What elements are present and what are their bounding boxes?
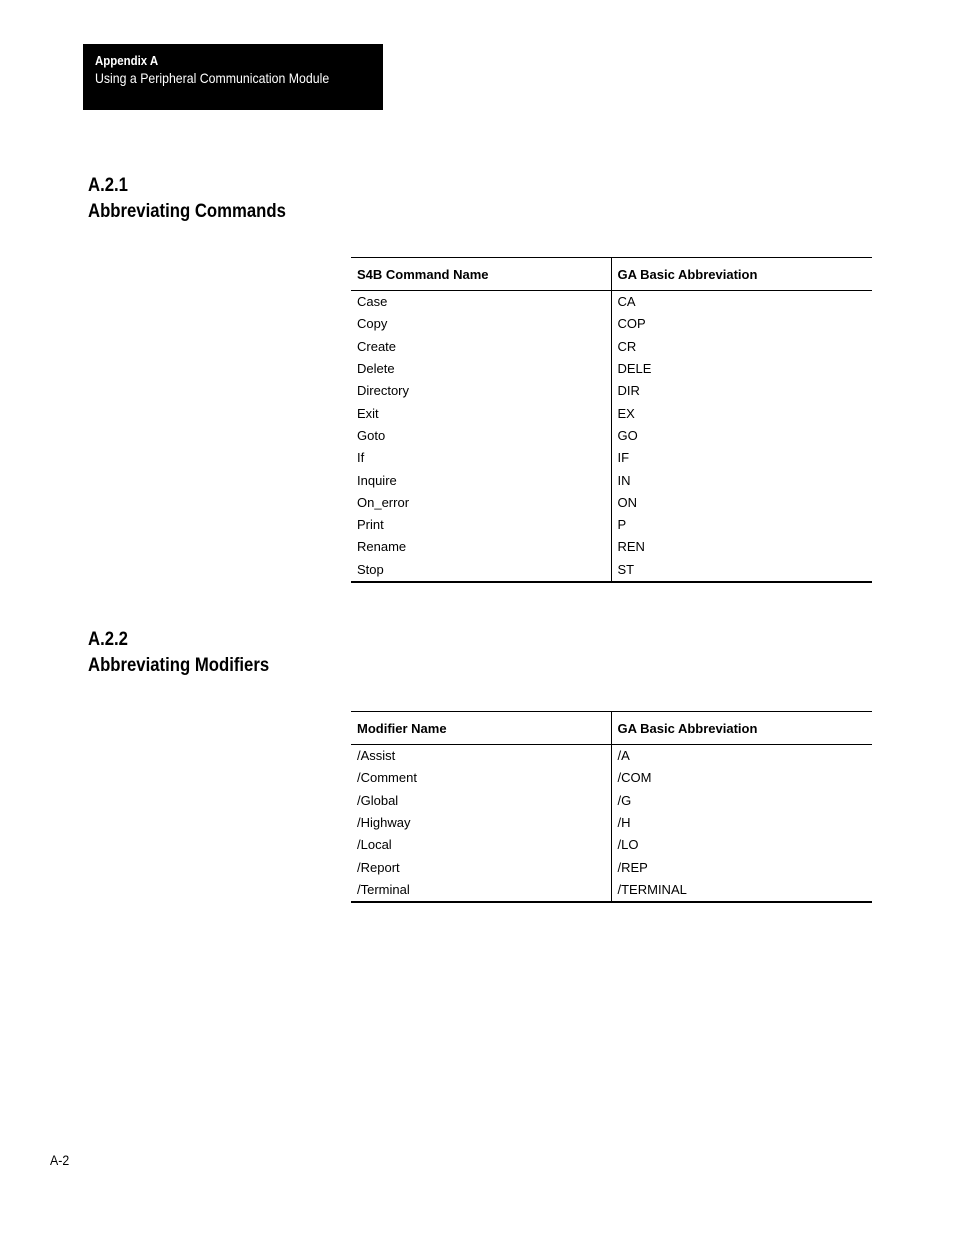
command-name-cell: Goto bbox=[357, 427, 386, 443]
abbreviation-cell: P bbox=[611, 514, 872, 536]
abbreviation-cell: EX bbox=[611, 402, 872, 424]
table-row bbox=[351, 358, 872, 380]
command-name-cell: Stop bbox=[351, 559, 611, 582]
commands-abbreviation-table bbox=[351, 257, 872, 583]
section-number: A.2.1 bbox=[88, 175, 128, 196]
section-title: Abbreviating Commands bbox=[88, 201, 286, 222]
command-name-cell: Print bbox=[357, 517, 384, 533]
abbreviation-cell: /REP bbox=[611, 856, 872, 878]
running-header bbox=[83, 44, 383, 110]
column-header: S4B Command Name bbox=[351, 258, 611, 291]
command-name-cell: Delete bbox=[357, 361, 395, 377]
appendix-label: Appendix A bbox=[95, 53, 159, 68]
column-header: GA Basic Abbreviation bbox=[611, 258, 872, 291]
command-name-cell: Copy bbox=[357, 316, 388, 332]
section-number: A.2.2 bbox=[88, 629, 128, 650]
abbreviation-cell: IF bbox=[611, 447, 872, 469]
abbreviation-cell: /H bbox=[611, 812, 872, 834]
modifier-name-cell: /Terminal bbox=[351, 879, 611, 902]
table-row bbox=[351, 790, 872, 812]
table-row bbox=[351, 514, 872, 536]
table-row bbox=[351, 536, 872, 558]
command-name-cell: On_error bbox=[357, 494, 410, 510]
table-row bbox=[351, 856, 872, 878]
abbreviation-cell: REN bbox=[611, 536, 872, 558]
modifier-name-cell: /Local bbox=[357, 837, 392, 853]
section-heading-commands bbox=[88, 173, 286, 225]
table-row bbox=[351, 469, 872, 491]
modifiers-abbreviation-table bbox=[351, 711, 872, 903]
abbreviation-cell: /G bbox=[611, 790, 872, 812]
column-header: Modifier Name bbox=[351, 712, 611, 745]
table-row bbox=[351, 745, 872, 768]
abbreviation-cell: IN bbox=[611, 469, 872, 491]
abbreviation-cell: CA bbox=[611, 291, 872, 314]
table-row bbox=[351, 834, 872, 856]
abbreviation-cell: /TERMINAL bbox=[611, 879, 872, 902]
table-row bbox=[351, 380, 872, 402]
table-row bbox=[351, 879, 872, 902]
modifier-name-cell: /Report bbox=[357, 859, 400, 875]
table-row bbox=[351, 767, 872, 789]
section-heading-modifiers bbox=[88, 627, 269, 679]
table-row bbox=[351, 447, 872, 469]
column-header: GA Basic Abbreviation bbox=[611, 712, 872, 745]
modifier-name-cell: /Assist bbox=[357, 748, 396, 764]
table-row bbox=[351, 291, 872, 314]
abbreviation-cell: ON bbox=[611, 492, 872, 514]
modifier-name-cell: /Highway bbox=[357, 815, 411, 831]
command-name-cell: Exit bbox=[357, 405, 379, 421]
table-row bbox=[351, 402, 872, 424]
table-row bbox=[351, 425, 872, 447]
modifier-name-cell: /Global bbox=[357, 792, 399, 808]
table-row bbox=[351, 492, 872, 514]
abbreviation-cell: /LO bbox=[611, 834, 872, 856]
abbreviation-cell: GO bbox=[611, 425, 872, 447]
table-row bbox=[351, 336, 872, 358]
table-row bbox=[351, 313, 872, 335]
command-name-cell: If bbox=[357, 450, 365, 466]
command-name-cell: Create bbox=[357, 338, 397, 354]
command-name-cell: Rename bbox=[357, 539, 407, 555]
page-number: A-2 bbox=[50, 1152, 70, 1168]
table-row bbox=[351, 812, 872, 834]
table-header-row bbox=[351, 258, 872, 291]
command-name-cell: Directory bbox=[357, 383, 410, 399]
table-header-row bbox=[351, 712, 872, 745]
command-name-cell: Inquire bbox=[357, 472, 397, 488]
abbreviation-cell: CR bbox=[611, 336, 872, 358]
abbreviation-cell: /COM bbox=[611, 767, 872, 789]
abbreviation-cell: ST bbox=[611, 559, 872, 582]
abbreviation-cell: DIR bbox=[611, 380, 872, 402]
abbreviation-cell: COP bbox=[611, 313, 872, 335]
table-row bbox=[351, 559, 872, 582]
modifier-name-cell: /Comment bbox=[357, 770, 417, 786]
appendix-subtitle: Using a Peripheral Communication Module bbox=[95, 70, 330, 86]
abbreviation-cell: /A bbox=[611, 745, 872, 768]
section-title: Abbreviating Modifiers bbox=[88, 655, 270, 676]
abbreviation-cell: DELE bbox=[611, 358, 872, 380]
command-name-cell: Case bbox=[357, 294, 388, 310]
